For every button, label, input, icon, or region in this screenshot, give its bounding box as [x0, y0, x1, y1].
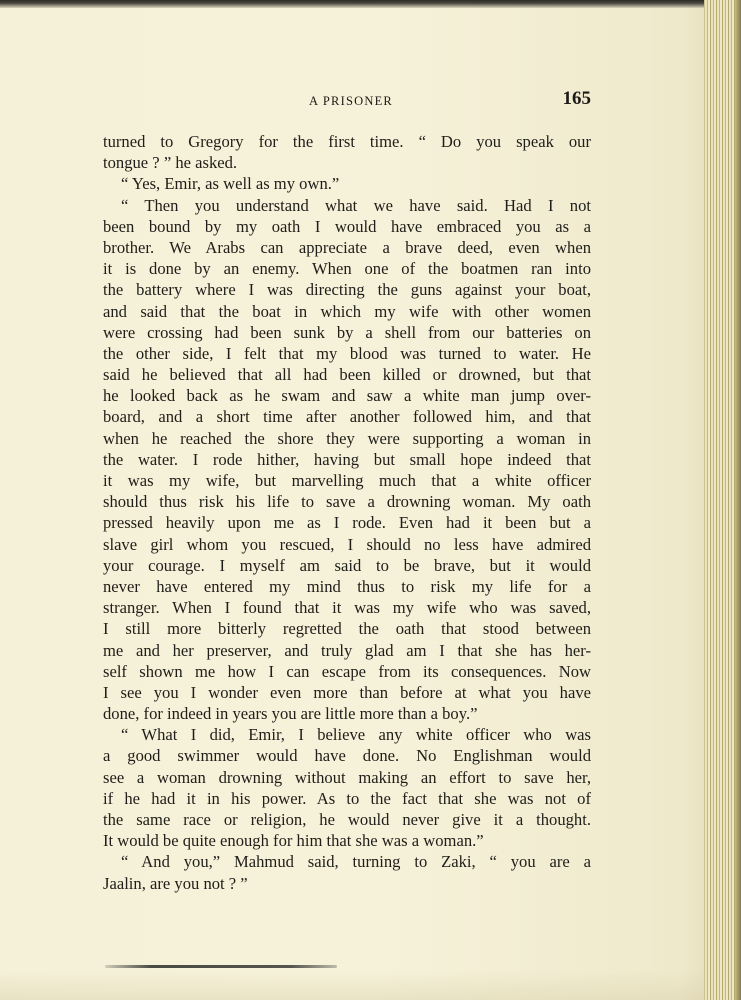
text-line: I see you I wonder even more than before at what you have — [103, 682, 591, 702]
text-line: It would be quite enough for him that she was a woman.” — [103, 831, 484, 851]
text-line: see a woman drowning without making an effort to save her, — [103, 767, 591, 787]
footer-rule — [105, 965, 337, 968]
text-line: your courage. I myself am said to be brave, but it would — [103, 555, 591, 575]
text-line: the other side, I felt that my blood was turned to water. He — [103, 343, 591, 363]
text-line: it was my wife, but marvelling much that a white officer — [103, 471, 591, 490]
text-line: were crossing had been sunk by a shell from our batteries on — [103, 322, 591, 342]
text-line: when he reached the shore they were supporting a woman in — [103, 428, 591, 448]
text-line: tongue ? ” he asked. — [103, 153, 238, 173]
body-text — [103, 131, 591, 894]
text-line: a good swimmer would have done. No Englishman would — [103, 746, 591, 766]
text-line: if he had it in his power. As to the fact that she was not of — [103, 788, 591, 808]
text-line: “ And you,” Mahmud said, turning to Zaki, “ you are a — [121, 852, 591, 872]
text-line: pressed heavily upon me as I rode. Even had it been but a — [103, 513, 591, 533]
text-line: board, and a short time after another followed him, and that — [103, 407, 591, 427]
text-line: never have entered my mind thus to risk my life for a — [103, 576, 591, 596]
text-line: and said that the boat in which my wife with other women — [103, 301, 591, 321]
text-line: I still more bitterly regretted the oath that stood between — [103, 619, 591, 639]
text-line: done, for indeed in years you are little more than a boy.” — [103, 704, 478, 724]
book-spine-shadow — [735, 0, 741, 1000]
text-line: Jaalin, are you not ? ” — [103, 873, 248, 893]
text-line: turned to Gregory for the first time. “ Do you speak our — [103, 132, 591, 151]
text-line: “ Yes, Emir, as well as my own.” — [121, 174, 340, 194]
text-line: should thus risk his life to save a drowning woman. My oath — [103, 492, 591, 512]
text-line: said he believed that all had been killed or drowned, but that — [103, 365, 591, 385]
page-header — [103, 88, 591, 114]
text-line: the battery where I was directing the guns against your boat, — [103, 280, 591, 300]
text-line: he looked back as he swam and saw a white man jump over- — [103, 386, 591, 406]
text-line: “ What I did, Emir, I believe any white officer who was — [121, 725, 591, 745]
page-bottom-shade — [0, 970, 741, 1000]
text-line: self shown me how I can escape from its consequences. Now — [103, 661, 591, 681]
text-line: stranger. When I found that it was my wife who was saved, — [103, 598, 591, 618]
text-line: the same race or religion, he would never give it a thought. — [103, 810, 591, 829]
page-number: 165 — [562, 88, 591, 109]
page-top-shadow — [0, 0, 741, 8]
text-line: been bound by my oath I would have embraced you as a — [103, 216, 591, 236]
text-line: slave girl whom you rescued, I should no less have admired — [103, 534, 591, 554]
text-line: me and her preserver, and truly glad am I that she has her- — [103, 640, 591, 660]
text-line: brother. We Arabs can appreciate a brave deed, even when — [103, 237, 591, 257]
running-head: A PRISONER — [309, 94, 393, 108]
text-line: the water. I rode hither, having but small hope indeed that — [103, 449, 591, 469]
text-line: it is done by an enemy. When one of the boatmen ran into — [103, 259, 591, 279]
text-line: “ Then you understand what we have said. Had I not — [121, 195, 591, 215]
